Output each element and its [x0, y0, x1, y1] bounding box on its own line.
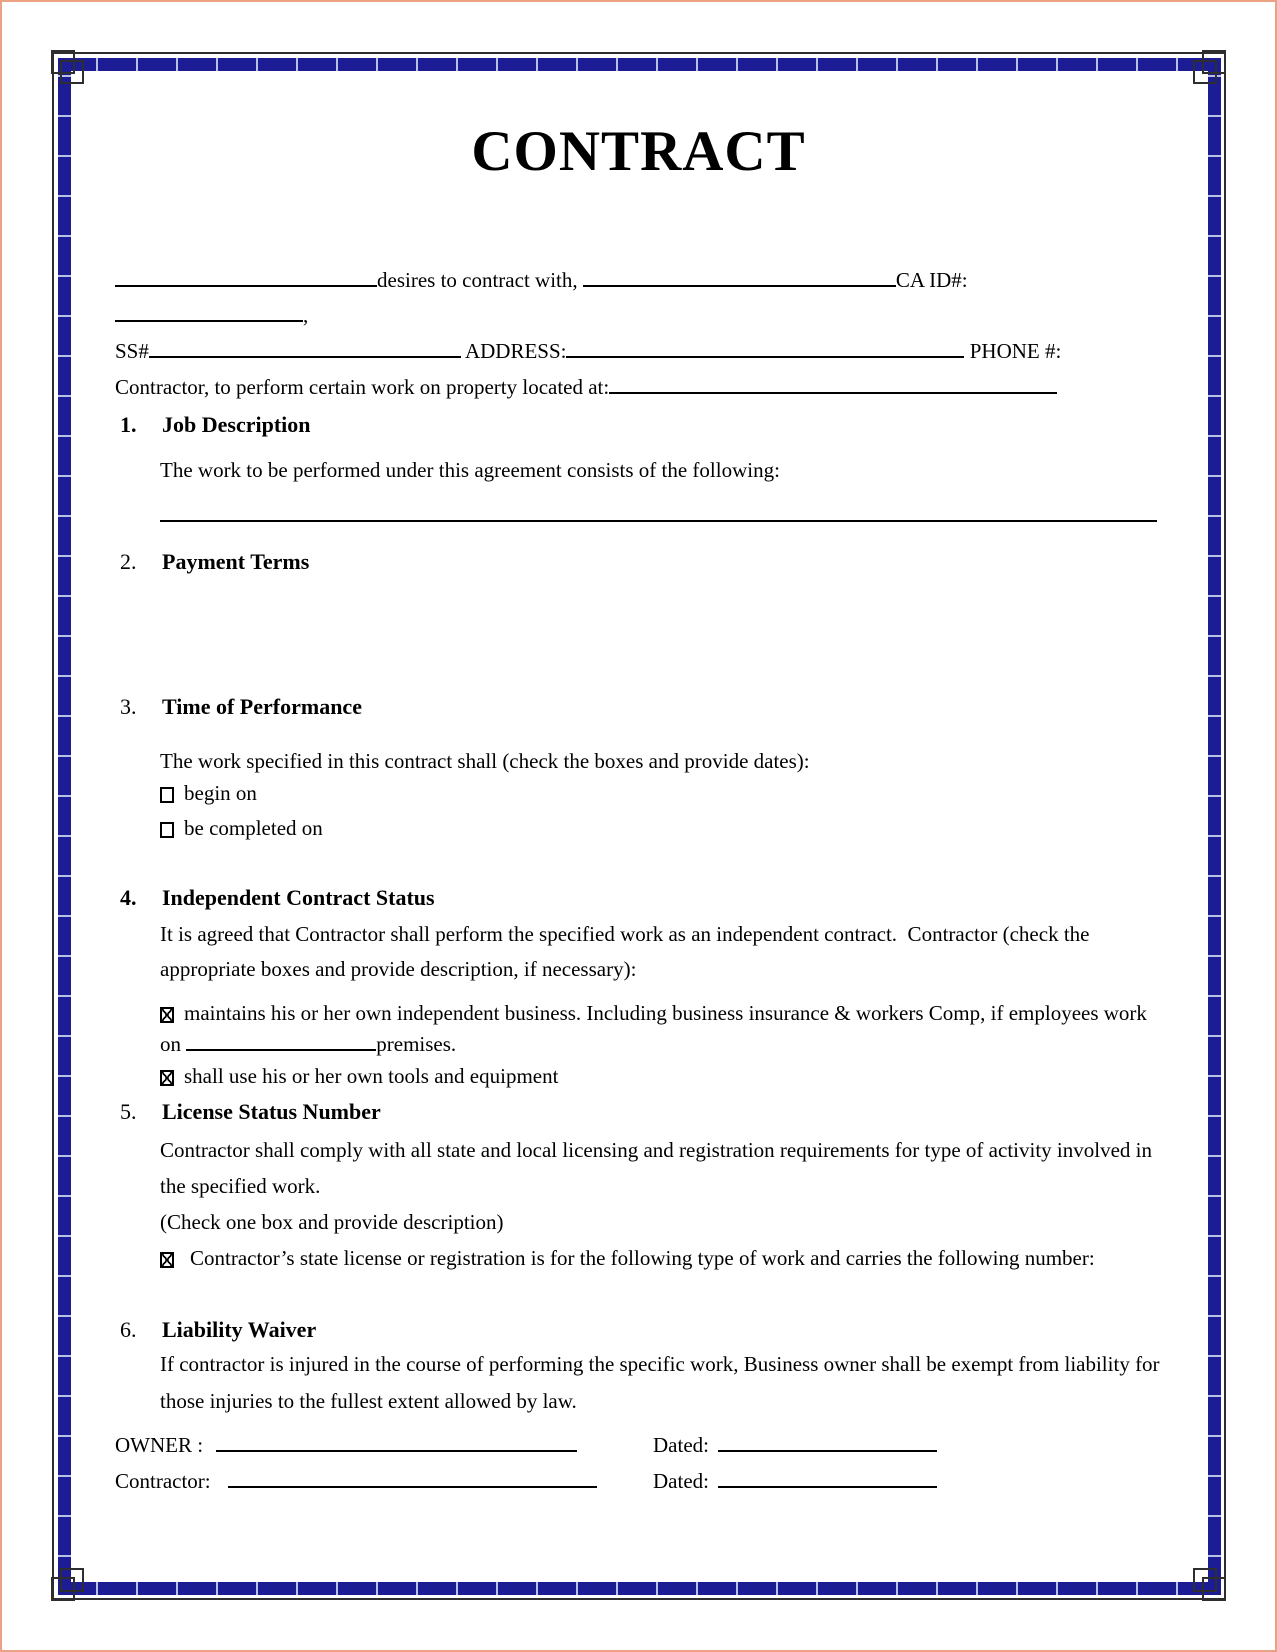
checkbox-label: be completed on — [184, 816, 323, 840]
address-label: ADDRESS: — [464, 339, 567, 363]
blank-line[interactable] — [115, 305, 303, 322]
section-title: Time of Performance — [162, 694, 362, 719]
intro-line-1 — [115, 270, 968, 291]
intro-text: desires to contract with, — [377, 268, 578, 292]
blank-line[interactable] — [160, 520, 1157, 522]
checkbox-row-maintains-business — [160, 1003, 1147, 1024]
phone-label: PHONE #: — [969, 339, 1062, 363]
section-title: Payment Terms — [162, 549, 310, 574]
section-body: (Check one box and provide description) — [160, 1210, 504, 1234]
section-body: appropriate boxes and provide description, if necessary): — [160, 957, 637, 981]
checkbox-label: Contractor’s state license or registration is for the following type of work and carries the following number: — [190, 1246, 1095, 1270]
checkbox-row-be-completed-on — [160, 818, 323, 839]
section-heading-license-status-number — [120, 1101, 381, 1123]
checkbox-state-license[interactable] — [160, 1252, 174, 1268]
section-title: Independent Contract Status — [162, 885, 435, 910]
checkbox-label: begin on — [184, 781, 257, 805]
ss-label: SS# — [115, 339, 149, 363]
contractor-signature-line — [115, 1471, 597, 1492]
checkbox-label: shall use his or her own tools and equipment — [184, 1064, 559, 1088]
section-body: Contractor shall comply with all state and local licensing and registration requirements for type of activity involved in — [160, 1138, 1152, 1162]
section-number: 5. — [120, 1099, 137, 1124]
blank-line[interactable] — [115, 270, 377, 287]
corner-square-icon — [60, 60, 84, 84]
corner-square-icon — [60, 1568, 84, 1592]
section-title: Liability Waiver — [162, 1317, 317, 1342]
section-number: 2. — [120, 549, 137, 574]
intro-line-3 — [115, 341, 1061, 362]
blank-line[interactable] — [583, 270, 896, 287]
section-heading-time-of-performance — [120, 696, 362, 718]
blank-line[interactable] — [566, 341, 964, 358]
checkbox-own-tools[interactable] — [160, 1070, 174, 1086]
checkbox-begin-on[interactable] — [160, 787, 174, 803]
section-body: It is agreed that Contractor shall perform the specified work as an independent contract. Contractor (check the — [160, 922, 1090, 946]
border-band-top — [58, 58, 1221, 71]
section-body: those injuries to the fullest extent allowed by law. — [160, 1389, 577, 1413]
dated-label: Dated: — [653, 1433, 709, 1457]
intro-line-2 — [115, 305, 308, 326]
premises-text-post: premises. — [376, 1032, 457, 1056]
owner-signature-line — [115, 1435, 577, 1456]
contractor-label: Contractor: — [115, 1469, 211, 1493]
checkbox-row-state-license — [160, 1248, 1095, 1269]
section-heading-liability-waiver — [120, 1319, 316, 1341]
contractor-signature-blank[interactable] — [228, 1471, 597, 1488]
intro-line-4 — [115, 377, 1057, 398]
section-heading-payment-terms — [120, 551, 309, 573]
document-title: CONTRACT — [471, 120, 806, 183]
checkbox-be-completed-on[interactable] — [160, 822, 174, 838]
section-number: 1. — [120, 412, 137, 437]
owner-label: OWNER : — [115, 1433, 204, 1457]
section-body: If contractor is injured in the course of performing the specific work, Business owner shall be exempt from liability for — [160, 1352, 1160, 1376]
contractor-dated-blank[interactable] — [718, 1471, 937, 1488]
corner-square-icon — [1193, 1568, 1217, 1592]
border-band-left — [58, 58, 71, 1595]
intro-text: CA ID#: — [895, 268, 968, 292]
intro-text: , — [303, 303, 309, 327]
dated-label: Dated: — [653, 1469, 709, 1493]
blank-line[interactable] — [186, 1034, 376, 1051]
checkbox-row-begin-on — [160, 783, 257, 804]
premises-text-pre: on — [160, 1032, 181, 1056]
intro-text: Contractor, to perform certain work on property located at: — [115, 375, 610, 399]
section-heading-independent-contract-status — [120, 887, 435, 909]
border-band-right — [1208, 58, 1221, 1595]
checkbox-row-own-tools — [160, 1066, 558, 1087]
section-body: the specified work. — [160, 1174, 321, 1198]
checkbox-label: maintains his or her own independent business. Including business insurance & workers Comp, if employees work — [184, 1001, 1147, 1025]
section-number: 3. — [120, 694, 137, 719]
premises-line — [160, 1034, 456, 1055]
section-body: The work to be performed under this agreement consists of the following: — [160, 458, 780, 482]
owner-dated-blank[interactable] — [718, 1435, 937, 1452]
section-number: 4. — [120, 885, 137, 910]
section-body: The work specified in this contract shall (check the boxes and provide dates): — [160, 749, 810, 773]
checkbox-maintains-business[interactable] — [160, 1007, 174, 1023]
section-heading-job-description — [120, 414, 311, 436]
section-number: 6. — [120, 1317, 137, 1342]
section-title: Job Description — [162, 412, 311, 437]
border-band-bottom — [58, 1582, 1221, 1595]
contractor-dated-line — [653, 1471, 937, 1492]
blank-line[interactable] — [149, 341, 461, 358]
blank-line[interactable] — [609, 377, 1057, 394]
owner-dated-line — [653, 1435, 937, 1456]
section-title: License Status Number — [162, 1099, 381, 1124]
owner-signature-blank[interactable] — [216, 1435, 577, 1452]
corner-square-icon — [1193, 60, 1217, 84]
